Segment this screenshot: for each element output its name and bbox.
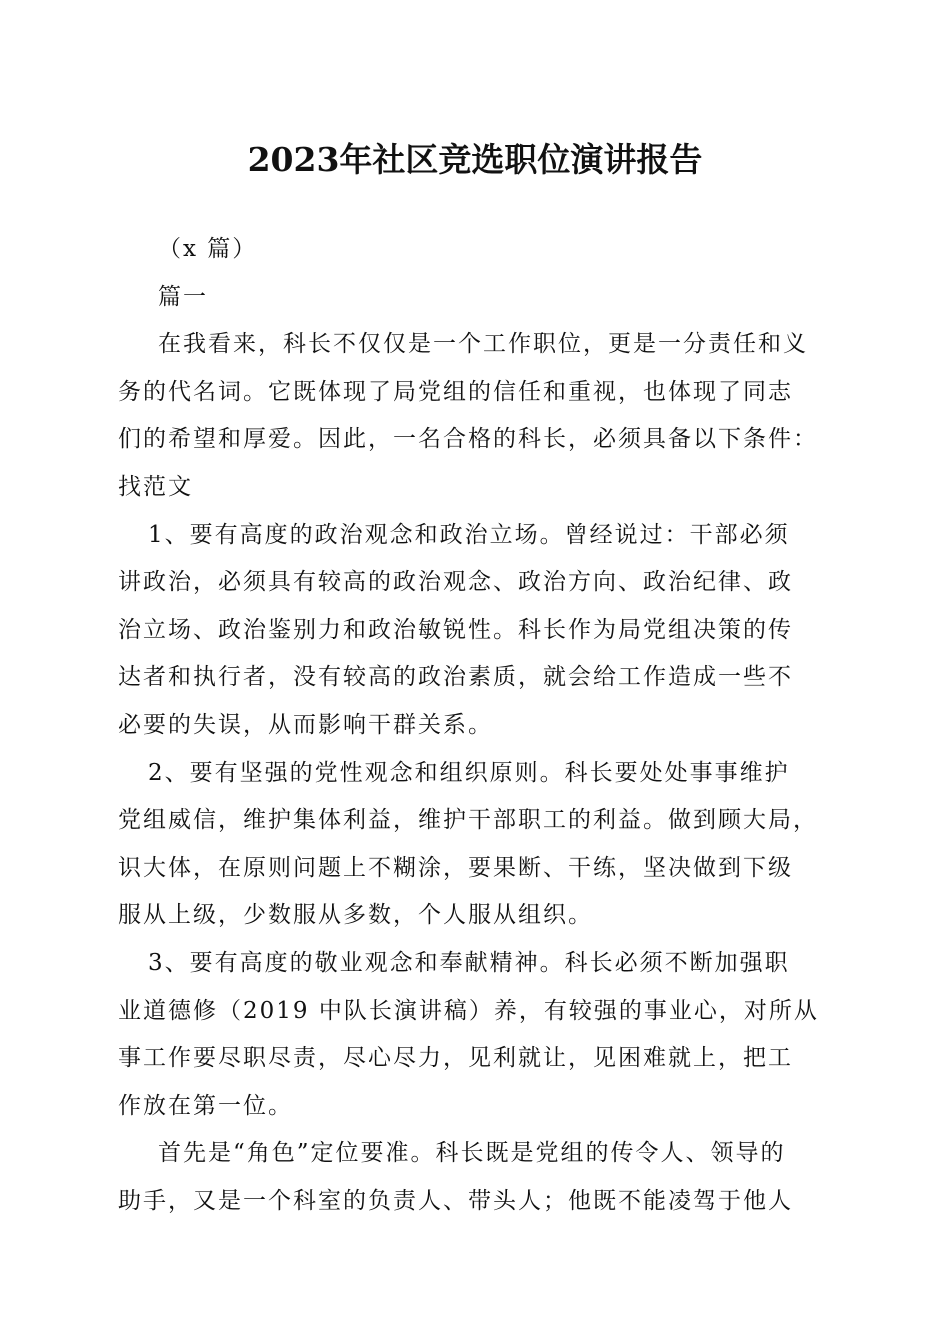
paragraph-line: 服从上级，少数服从多数，个人服从组织。 (118, 902, 593, 929)
document-title: 2023年社区竞选职位演讲报告 (247, 140, 703, 179)
paragraph-line: 业道德修（2019 中队长演讲稿）养，有较强的事业心，对所从 (118, 997, 819, 1024)
paragraph-line: （x 篇） (158, 236, 258, 262)
paragraph-line: 助手，又是一个科室的负责人、带头人；他既不能凌驾于他人 (118, 1187, 793, 1214)
paragraph-line: 事工作要尽职尽责，尽心尽力，见利就让，见困难就上，把工 (118, 1045, 793, 1072)
paragraph-line: 找范文 (118, 473, 193, 500)
paragraph-line: 务的代名词。它既体现了局党组的信任和重视，也体现了同志 (118, 378, 793, 405)
paragraph-line: 党组威信，维护集体利益，维护干部职工的利益。做到顾大局， (118, 807, 818, 834)
paragraph-line: 讲政治，必须具有较高的政治观念、政治方向、政治纪律、政 (118, 569, 793, 596)
paragraph-line: 们的希望和厚爱。因此，一名合格的科长，必须具备以下条件： (118, 426, 818, 453)
paragraph-line: 篇一 (158, 283, 208, 310)
paragraph-line: 2、要有坚强的党性观念和组织原则。科长要处处事事维护 (148, 759, 790, 786)
paragraph-line: 识大体，在原则问题上不糊涂，要果断、干练，坚决做到下级 (118, 854, 793, 881)
paragraph-line: 3、要有高度的敬业观念和奉献精神。科长必须不断加强职 (148, 949, 790, 976)
paragraph-line: 1、要有高度的政治观念和政治立场。曾经说过：干部必须 (148, 521, 790, 548)
document-body (118, 226, 830, 1225)
paragraph-line: 必要的失误，从而影响干群关系。 (118, 711, 493, 738)
paragraph-line: 达者和执行者，没有较高的政治素质，就会给工作造成一些不 (118, 664, 793, 691)
paragraph-line: 在我看来，科长不仅仅是一个工作职位，更是一分责任和义 (158, 331, 808, 358)
paragraph-line: 首先是“角色”定位要准。科长既是党组的传令人、领导的 (158, 1140, 786, 1167)
paragraph-line: 治立场、政治鉴别力和政治敏锐性。科长作为局党组决策的传 (118, 616, 793, 643)
paragraph-line: 作放在第一位。 (118, 1092, 293, 1119)
